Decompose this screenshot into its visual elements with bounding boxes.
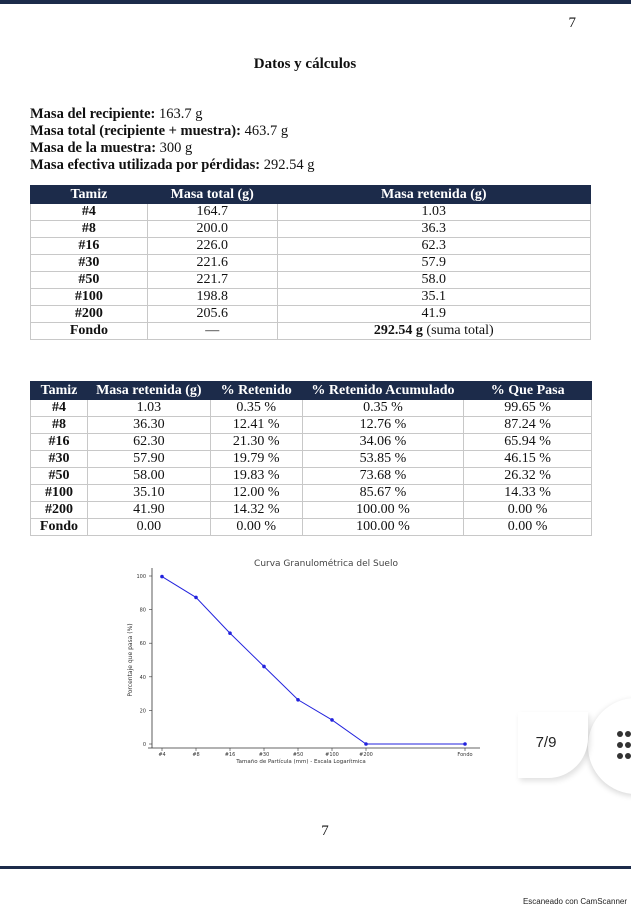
info-value: 463.7 g <box>240 123 289 139</box>
sieve-cell: Fondo <box>31 519 88 536</box>
cell: — <box>147 323 277 340</box>
sieve-cell: #100 <box>31 485 88 502</box>
y-tick-label: 80 <box>139 607 146 614</box>
cell: 36.30 <box>87 417 210 434</box>
total-cell <box>277 323 590 340</box>
cell: 1.03 <box>277 204 590 221</box>
scanner-watermark: Escaneado con CamScanner <box>522 897 627 906</box>
y-tick-label: 0 <box>142 742 146 748</box>
total-note: (suma total) <box>422 323 494 338</box>
cell: 0.00 % <box>464 502 592 519</box>
cell: 26.32 % <box>464 468 592 485</box>
cell: 0.35 % <box>210 400 302 417</box>
col-header: Tamiz <box>31 382 88 400</box>
col-header: Masa retenida (g) <box>87 382 210 400</box>
cell: 62.30 <box>87 434 210 451</box>
x-tick-label: #50 <box>292 752 304 758</box>
cell: 58.00 <box>87 468 210 485</box>
cell: 221.6 <box>147 255 277 272</box>
col-header: Tamiz <box>31 186 148 204</box>
more-options-icon[interactable] <box>617 731 631 759</box>
sieve-cell: #50 <box>31 468 88 485</box>
table-row <box>31 272 591 289</box>
sieve-cell: #4 <box>31 400 88 417</box>
y-axis-label: Porcentaje que pasa (%) <box>127 623 134 697</box>
x-tick-label: #8 <box>192 752 200 758</box>
table-row <box>31 306 591 323</box>
cell: 34.06 % <box>302 434 464 451</box>
table-row <box>31 323 591 340</box>
table-row <box>31 289 591 306</box>
table-row <box>31 238 591 255</box>
cell: 62.3 <box>277 238 590 255</box>
y-tick-label: 60 <box>139 641 146 648</box>
info-label: Masa del recipiente: <box>30 106 156 122</box>
cell: 21.30 % <box>210 434 302 451</box>
cell: 41.9 <box>277 306 590 323</box>
data-point <box>228 631 232 635</box>
cell: 226.0 <box>147 238 277 255</box>
info-label: Masa total (recipiente + muestra): <box>30 123 241 139</box>
cell: 12.41 % <box>210 417 302 434</box>
data-point <box>194 596 198 600</box>
cell: 58.0 <box>277 272 590 289</box>
cell: 12.00 % <box>210 485 302 502</box>
table-row <box>31 519 592 536</box>
total-value: 292.54 g <box>373 323 423 338</box>
info-label: Masa efectiva utilizada por pérdidas: <box>30 157 261 173</box>
y-tick-label: 100 <box>136 574 146 580</box>
cell: 0.00 % <box>464 519 592 536</box>
cell: 35.1 <box>277 289 590 306</box>
table-header-row <box>31 382 592 400</box>
sieve-cell: #30 <box>31 451 88 468</box>
table-row <box>31 451 592 468</box>
info-label: Masa de la muestra: <box>30 140 157 156</box>
info-line <box>30 123 314 140</box>
cell: 0.00 % <box>210 519 302 536</box>
data-point <box>160 575 164 579</box>
data-point <box>330 718 334 722</box>
page-number-bottom: 7 <box>321 823 329 839</box>
sieve-cell: #200 <box>31 502 88 519</box>
info-line <box>30 140 314 157</box>
cell: 65.94 % <box>464 434 592 451</box>
cell: 41.90 <box>87 502 210 519</box>
table-header-row <box>31 186 591 204</box>
cell: 205.6 <box>147 306 277 323</box>
col-header: Masa retenida (g) <box>277 186 590 204</box>
col-header: % Que Pasa <box>464 382 592 400</box>
cell: 12.76 % <box>302 417 464 434</box>
cell: 57.90 <box>87 451 210 468</box>
gradation-chart <box>120 552 490 772</box>
cell: 46.15 % <box>464 451 592 468</box>
cell: 73.68 % <box>302 468 464 485</box>
granulometry-table <box>30 381 592 536</box>
cell: 221.7 <box>147 272 277 289</box>
series-line <box>162 577 465 744</box>
cell: 85.67 % <box>302 485 464 502</box>
cell: 87.24 % <box>464 417 592 434</box>
cell: 0.35 % <box>302 400 464 417</box>
cell: 164.7 <box>147 204 277 221</box>
viewer-page-indicator: 7/9 <box>518 712 588 778</box>
table-row <box>31 468 592 485</box>
cell: 1.03 <box>87 400 210 417</box>
sieve-cell: #4 <box>31 204 148 221</box>
section-title: Datos y cálculos <box>253 56 357 72</box>
col-header: % Retenido <box>210 382 302 400</box>
table-row <box>31 255 591 272</box>
x-tick-label: #4 <box>158 752 166 758</box>
cell: 14.33 % <box>464 485 592 502</box>
x-tick-label: Fondo <box>457 752 473 758</box>
y-tick-label: 40 <box>139 674 146 681</box>
table-row <box>31 485 592 502</box>
sieve-cell: #8 <box>31 221 148 238</box>
top-border <box>0 0 631 4</box>
table-row <box>31 204 591 221</box>
sieve-cell: #30 <box>31 255 148 272</box>
cell: 57.9 <box>277 255 590 272</box>
info-value: 163.7 g <box>155 106 203 122</box>
info-line <box>30 157 314 174</box>
cell: 99.65 % <box>464 400 592 417</box>
sieve-cell: #100 <box>31 289 148 306</box>
sieve-cell: Fondo <box>31 323 148 340</box>
x-axis-label: Tamaño de Partícula (mm) - Escala Logarítmica <box>236 759 366 765</box>
data-point <box>364 742 368 746</box>
table-row <box>31 502 592 519</box>
x-tick-label: #30 <box>258 752 270 758</box>
sieve-cell: #16 <box>31 238 148 255</box>
sieve-cell: #200 <box>31 306 148 323</box>
info-value: 300 g <box>156 140 193 156</box>
mass-table <box>30 185 591 340</box>
col-header: % Retenido Acumulado <box>302 382 464 400</box>
data-point <box>463 742 467 746</box>
cell: 19.83 % <box>210 468 302 485</box>
table-row <box>31 434 592 451</box>
sieve-cell: #50 <box>31 272 148 289</box>
table-row <box>31 417 592 434</box>
x-tick-label: #200 <box>359 752 373 758</box>
cell: 100.00 % <box>302 519 464 536</box>
sieve-cell: #16 <box>31 434 88 451</box>
x-tick-label: #100 <box>325 752 339 758</box>
cell: 198.8 <box>147 289 277 306</box>
cell: 200.0 <box>147 221 277 238</box>
cell: 36.3 <box>277 221 590 238</box>
info-line <box>30 106 314 123</box>
data-point <box>262 665 266 669</box>
data-point <box>296 698 300 702</box>
y-tick-label: 20 <box>139 708 146 715</box>
page-number-top: 7 <box>568 15 576 31</box>
bottom-border <box>0 866 631 869</box>
table-row <box>31 400 592 417</box>
cell: 35.10 <box>87 485 210 502</box>
sample-info <box>30 106 314 174</box>
cell: 0.00 <box>87 519 210 536</box>
col-header: Masa total (g) <box>147 186 277 204</box>
info-value: 292.54 g <box>260 157 315 173</box>
cell: 53.85 % <box>302 451 464 468</box>
sieve-cell: #8 <box>31 417 88 434</box>
cell: 19.79 % <box>210 451 302 468</box>
chart-title: Curva Granulométrica del Suelo <box>254 559 398 569</box>
cell: 100.00 % <box>302 502 464 519</box>
cell: 14.32 % <box>210 502 302 519</box>
table-row <box>31 221 591 238</box>
x-tick-label: #16 <box>224 752 236 758</box>
